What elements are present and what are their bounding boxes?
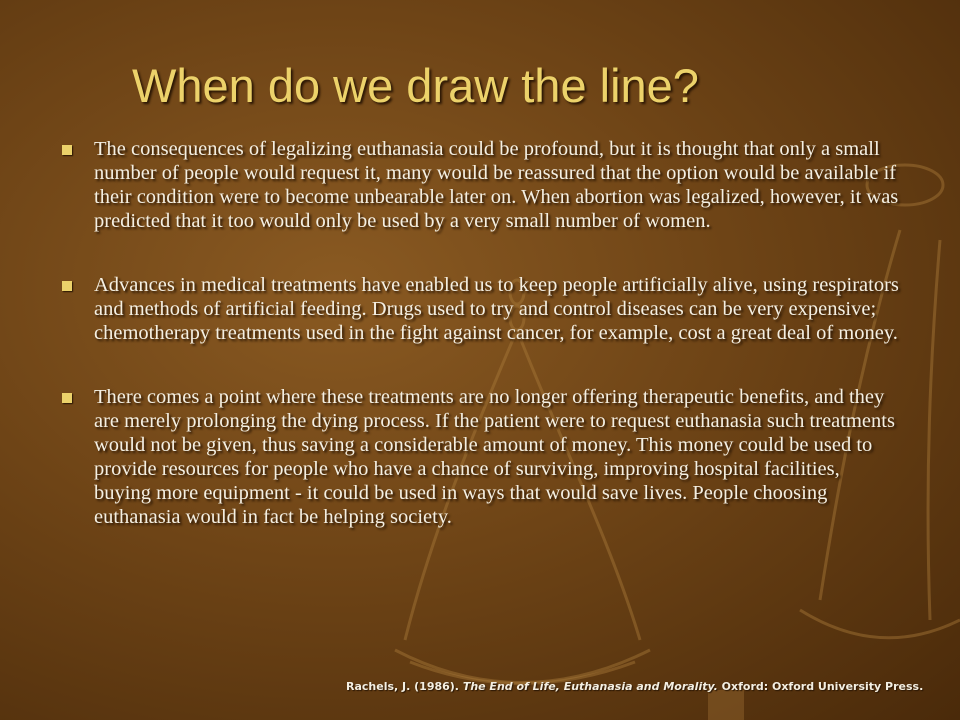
citation-author: Rachels, J. (1986). bbox=[346, 680, 463, 693]
square-bullet-icon bbox=[62, 281, 72, 291]
bullet-text: There comes a point where these treatments are no longer offering therapeutic benefits, and they are merely prolonging the dying process. If the patient were to request euthanasia such treatments would not be given, thus saving a considerable amount of money. This money could be used to provide resources for people who have a chance of surviving, improving hospital facilities, buying more equipment - it could be used in ways that would save lives. People choosing euthanasia would in fact be helping society. bbox=[94, 386, 895, 528]
citation-publisher: Oxford: Oxford University Press. bbox=[717, 680, 924, 693]
bullet-item bbox=[62, 385, 900, 529]
bullet-item bbox=[62, 137, 900, 233]
bullet-text: Advances in medical treatments have enabled us to keep people artificially alive, using respirators and methods of artificial feeding. Drugs used to try and control diseases can be very expensive; chemotherapy treatments used in the fight against cancer, for example, cost a great deal of money. bbox=[94, 274, 899, 344]
bullet-item bbox=[62, 273, 900, 345]
square-bullet-icon bbox=[62, 393, 72, 403]
citation bbox=[346, 680, 923, 693]
slide-title: When do we draw the line? bbox=[132, 59, 699, 112]
citation-title: The End of Life, Euthanasia and Morality. bbox=[462, 680, 718, 693]
bullet-list bbox=[62, 137, 900, 569]
square-bullet-icon bbox=[62, 145, 72, 155]
bullet-text: The consequences of legalizing euthanasia could be profound, but it is thought that only a small number of people would request it, many would be reassured that the option would be available if their condition were to become unbearable later on. When abortion was legalized, however, it was predicted that it too would only be used by a very small number of women. bbox=[94, 138, 899, 232]
